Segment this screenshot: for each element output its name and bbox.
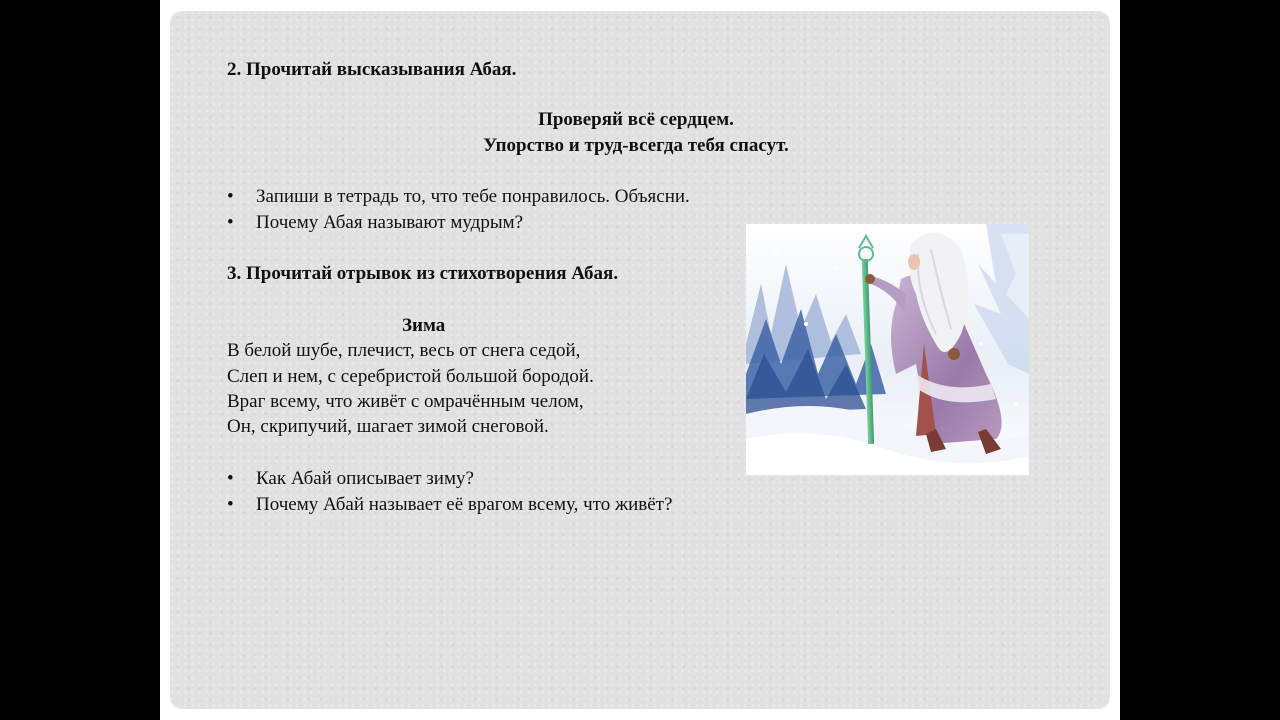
bullet-icon: • <box>227 468 234 489</box>
poem-line: Он, скрипучий, шагает зимой снеговой. <box>227 416 549 437</box>
bullet-icon: • <box>227 212 234 233</box>
section2-heading: 2. Прочитай высказывания Абая. <box>227 59 517 80</box>
list-item-text: Почему Абая называют мудрым? <box>256 212 524 233</box>
poem-line: Враг всему, что живёт с омрачённым челом, <box>227 391 584 412</box>
poem-title: Зима <box>402 315 446 336</box>
list-item <box>227 210 523 235</box>
list-item <box>227 492 672 517</box>
winter-illustration <box>746 224 1029 475</box>
bullet-icon: • <box>227 186 234 207</box>
bullet-icon: • <box>227 494 234 515</box>
list-item <box>227 184 690 209</box>
list-item-text: Как Абай описывает зиму? <box>256 468 474 489</box>
quote-2: Упорство и труд-всегда тебя спасут. <box>483 135 789 156</box>
list-item-text: Почему Абай называет её врагом всему, что живёт? <box>256 494 673 515</box>
winter-old-man-image <box>746 224 1029 475</box>
poem-line: В белой шубе, плечист, весь от снега седой, <box>227 340 581 361</box>
section3-heading: 3. Прочитай отрывок из стихотворения Абая. <box>227 263 619 284</box>
quote-1: Проверяй всё сердцем. <box>538 109 734 130</box>
list-item <box>227 466 474 491</box>
list-item-text: Запиши в тетрадь то, что тебе понравилось. Объясни. <box>256 186 690 207</box>
poem-line: Слеп и нем, с серебристой большой бородой. <box>227 366 594 387</box>
